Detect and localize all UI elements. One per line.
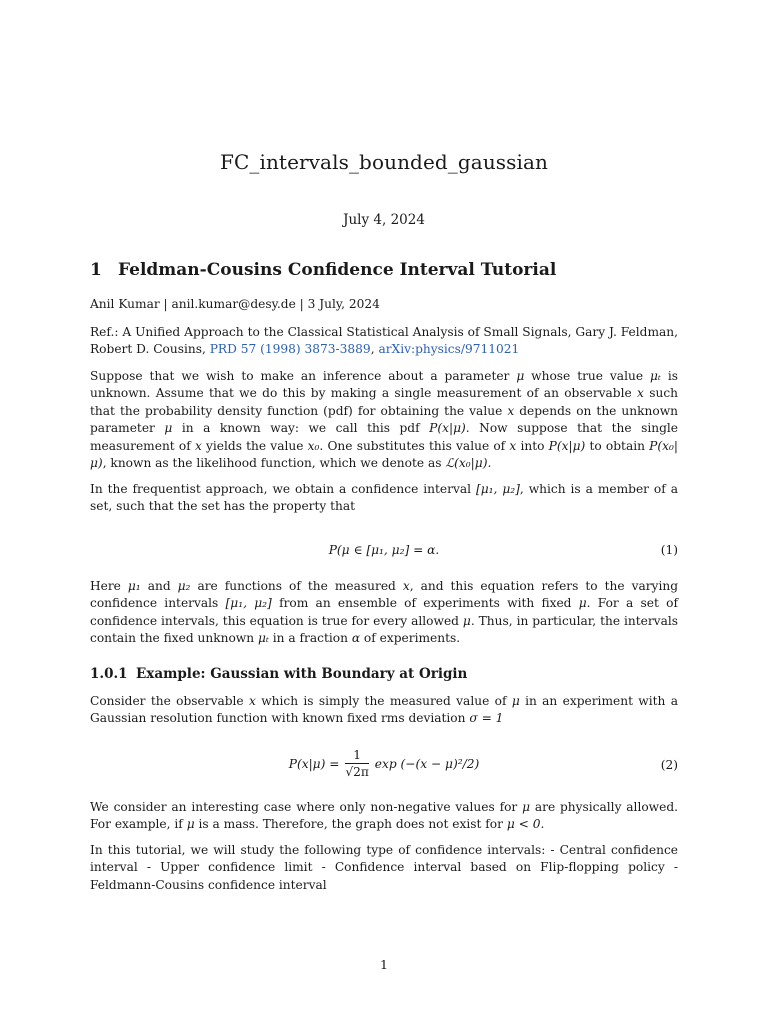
author-line: Anil Kumar | anil.kumar@desy.de | 3 July, 2024: [90, 297, 380, 311]
document-date: July 4, 2024: [343, 212, 425, 228]
reference-separator: ,: [370, 342, 379, 357]
equation-1-expression: P(μ ∈ [μ₁, μ₂] = α.: [328, 543, 440, 557]
paragraph-tutorial-list: In this tutorial, we will study the following type of confidence intervals: - Central confidence interval - Upper confidence limit - Confidence interval based on Flip-flopping policy - Feldmann-Cousins confidence interval: [90, 843, 678, 892]
equation-2-expression: P(x|μ) = $\frac{1}{√2\pi}$ exp (−(x − μ)²/2): [288, 748, 480, 779]
equation-2: [90, 748, 678, 788]
equation-2-fraction: $\frac{1}{√2\pi}$: [345, 748, 369, 779]
paragraph-interpretation: Here μ₁ and μ₂ are functions of the measured x, and this equation refers to the varying confidence intervals [μ₁, μ₂] from an ensemble of experiments with fixed μ. For a set of confidence intervals, this equation is true for every allowed μ. Thus, in particular, the intervals contain the fixed unknown μₜ in a fraction α of experiments.: [90, 579, 679, 646]
equation-1-number: (1): [660, 543, 678, 557]
subsection-number: 1.0.1: [90, 666, 128, 682]
reference-text: Ref.: A Unified Approach to the Classical Statistical Analysis of Small Signals, Gary J. Feldman, Robert D. Cousins,: [90, 325, 678, 357]
document-title: FC_intervals_bounded_gaussian: [219, 150, 549, 174]
reference-paragraph: [90, 324, 678, 359]
subsection-title: Example: Gaussian with Boundary at Origin: [136, 666, 468, 682]
section-number: 1: [90, 260, 102, 280]
paragraph-inference: Suppose that we wish to make an inference about a parameter μ whose true value μₜ is unknown. Assume that we do this by making a single measurement of an observable x such that the probability density function (pdf) for obtaining the value x depends on the unknown parameter μ in a known way: we call this pdf P(x|μ). Now suppose that the single measurement of x yields the value x₀. One substitutes this value of x into P(x|μ) to obtain P(x₀|μ), known as the likelihood function, which we denote as ℒ(x₀|μ).: [90, 369, 678, 471]
paragraph-frequentist: In the frequentist approach, we obtain a confidence interval [μ₁, μ₂], which is a member of a set, such that the set has the property that: [90, 482, 678, 514]
arxiv-link[interactable]: arXiv:physics/9711021: [378, 342, 520, 357]
paragraph-gaussian: Consider the observable x which is simply the measured value of μ in an experiment with a Gaussian resolution function with known fixed rms deviation σ = 1: [90, 694, 678, 726]
section-heading: [90, 260, 556, 280]
paragraph-nonnegative: We consider an interesting case where only non-negative values for μ are physically allowed. For example, if μ is a mass. Therefore, the graph does not exist for μ < 0.: [90, 800, 679, 832]
prd-link[interactable]: PRD 57 (1998) 3873-3889: [209, 342, 371, 357]
equation-2-number: (2): [660, 758, 678, 772]
equation-1: [90, 543, 678, 573]
section-title: Feldman-Cousins Confidence Interval Tutorial: [118, 260, 557, 280]
page-number: 1: [380, 957, 388, 972]
subsection-heading: [90, 666, 467, 682]
